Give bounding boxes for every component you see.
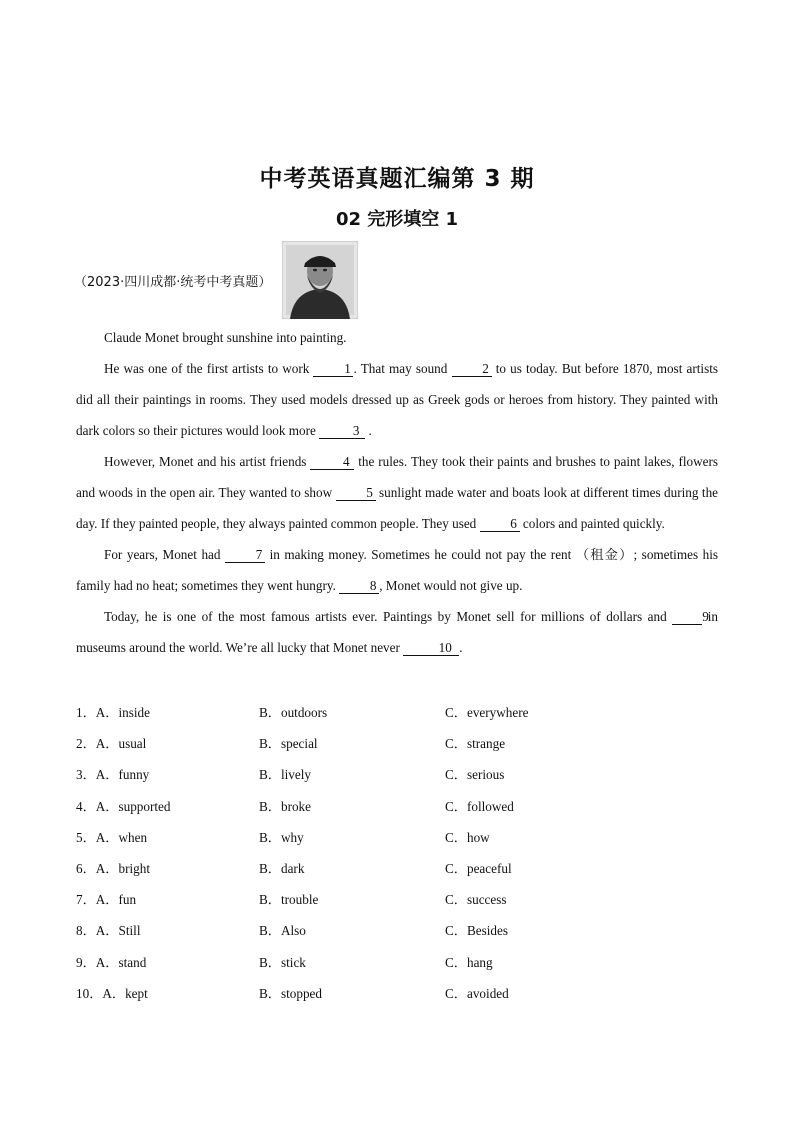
blank-2: 2 [452,362,492,377]
passage [76,322,718,663]
passage-paragraph: For years, Monet had 7 in making money. Sometimes he could not pay the rent （租金）; sometimes his family had no heat; sometimes they went hungry. 8 , Monet would not give up. [76,547,719,593]
option-a[interactable]: 6．A．bright [76,860,150,876]
option-c[interactable]: C．peaceful [445,860,512,876]
blank-3: 3 [319,424,365,439]
option-c[interactable]: C．everywhere [445,705,529,720]
option-c[interactable]: C．followed [445,798,514,814]
option-a[interactable]: 3．A．funny [76,767,150,783]
blank-5: 5 [336,486,376,501]
question-row [76,702,716,733]
blank-10: 10 [403,641,459,656]
question-row [76,889,716,920]
question-row [76,764,716,795]
option-b[interactable]: B．special [259,736,318,752]
blank-1: 1 [313,362,353,377]
option-b[interactable]: B．stopped [259,985,323,1001]
option-a[interactable]: 9．A．stand [76,954,147,970]
option-a[interactable]: 10．A．kept [76,985,148,1001]
option-a[interactable]: 7．A．fun [76,892,137,908]
question-row [76,858,716,889]
question-row [76,920,716,951]
option-b[interactable]: B．stick [259,954,306,970]
option-c[interactable]: C．how [445,829,490,845]
option-c[interactable]: C．avoided [445,985,509,1001]
blank-7: 7 [225,548,265,563]
blank-6: 6 [480,517,520,532]
section-subtitle: 02 完形填空 1 [335,209,459,230]
blank-9: 9 [672,610,702,625]
option-a[interactable]: 2．A．usual [76,736,147,752]
monet-portrait-image [282,241,358,319]
option-b[interactable]: B．trouble [259,892,319,908]
answer-options [76,702,716,1014]
option-b[interactable]: B．broke [259,798,312,814]
option-c[interactable]: C．Besides [445,923,509,939]
option-c[interactable]: C．hang [445,954,493,970]
option-a[interactable]: 8．A．Still [76,923,141,939]
question-row [76,952,716,983]
passage-paragraph: However, Monet and his artist friends 4 the rules. They took their paints and brushes to paint lakes, flowers and woods in the open air. They wanted to show 5 sunlight made water and boats look at different times during the day. If they painted people, they always painted common people. They used 6 colors and painted quickly. [76,454,719,531]
question-row [76,796,716,827]
option-b[interactable]: B．why [259,829,304,845]
option-c[interactable]: C．serious [445,767,505,783]
option-b[interactable]: B．dark [259,860,305,876]
option-a[interactable]: 1．A．inside [76,705,150,720]
passage-paragraph: Today, he is one of the most famous artists ever. Paintings by Monet sell for millions of dollars and 9 in museums around the world. We’re all lucky that Monet never 10 . [76,609,719,655]
blank-8: 8 [339,579,379,594]
question-row [76,733,716,764]
option-b[interactable]: B．outdoors [259,705,328,720]
question-row [76,983,716,1014]
option-a[interactable]: 5．A．when [76,829,148,845]
option-b[interactable]: B．lively [259,767,312,783]
exam-source: （2023·四川成都·统考中考真题） [74,275,272,290]
passage-paragraph: Claude Monet brought sunshine into painting. [104,330,347,345]
option-c[interactable]: C．strange [445,736,506,752]
blank-4: 4 [310,455,354,470]
page-title: 中考英语真题汇编第 3 期 [259,166,535,192]
passage-paragraph: He was one of the first artists to work 1 . That may sound 2 to us today. But before 1870, most artists did all their paintings in rooms. They used models dressed up as Greek gods or heroes from history. They painted with dark colors so their pictures would look more 3 . [76,361,719,438]
option-c[interactable]: C．success [445,892,507,908]
option-a[interactable]: 4．A．supported [76,798,171,814]
option-b[interactable]: B．Also [259,923,306,939]
question-row [76,827,716,858]
